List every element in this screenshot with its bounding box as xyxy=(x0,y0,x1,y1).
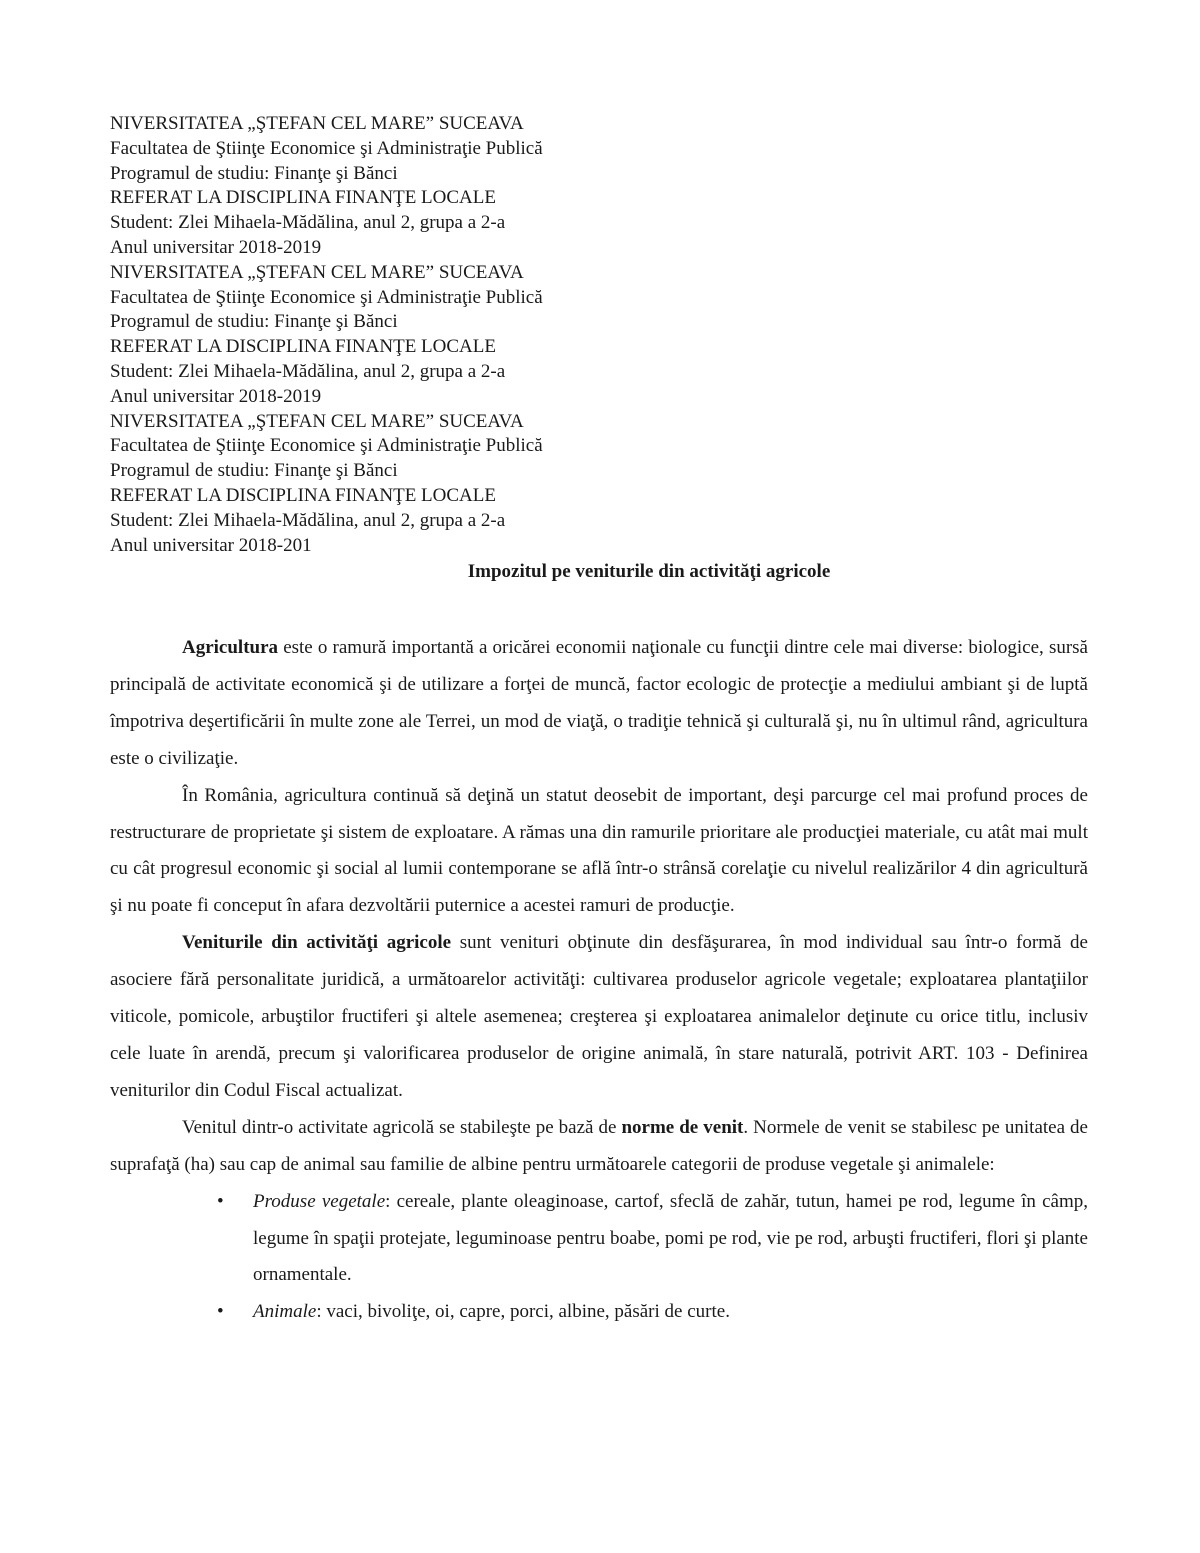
document-title: Impozitul pe veniturile din activităţi agricole xyxy=(467,561,831,582)
document-body xyxy=(110,630,1088,1331)
bullet-icon: • xyxy=(217,1301,224,1323)
list-item-text: : vaci, bivoliţe, oi, capre, porci, albine, păsări de curte. xyxy=(316,1301,730,1323)
header-block xyxy=(110,112,810,558)
header-line-discipline: REFERAT LA DISCIPLINA FINANŢE LOCALE xyxy=(110,187,496,209)
header-line-program: Programul de studiu: Finanţe şi Bănci xyxy=(110,311,398,333)
paragraph-text: În România, agricultura continuă să deţină un statut deosebit de important, deşi parcurge cel mai profund proces de restructurare de proprietate şi sistem de exploatare. A rămas una din ramurile prioritare ale producţiei materiale, cu atât mai mult cu cât progresul economic şi social al lumii contemporane se află într-o strânsă corelaţie cu nivelul realizărilor 4 din agricultură şi nu poate fi conceput în afara dezvoltării puternice a acestei ramuri de producţie. xyxy=(110,784,1088,917)
list-item-animale xyxy=(217,1294,1088,1331)
paragraph-agricultura xyxy=(110,630,1088,778)
header-line-university: NIVERSITATEA „ŞTEFAN CEL MARE” SUCEAVA xyxy=(110,261,524,283)
paragraph-text: . Normele de venit se stabilesc pe unitatea de suprafaţă (ha) sau cap de animal sau familie de albine pentru următoarele categorii de produse vegetale şi animalele: xyxy=(110,1116,1088,1175)
header-line-student: Student: Zlei Mihaela-Mădălina, anul 2, grupa a 2-a xyxy=(110,212,506,234)
header-line-student: Student: Zlei Mihaela-Mădălina, anul 2, grupa a 2-a xyxy=(110,509,506,531)
header-line-discipline: REFERAT LA DISCIPLINA FINANŢE LOCALE xyxy=(110,336,496,358)
header-line-year: Anul universitar 2018-2019 xyxy=(110,385,322,407)
header-line-university: NIVERSITATEA „ŞTEFAN CEL MARE” SUCEAVA xyxy=(110,113,524,134)
header-line-program: Programul de studiu: Finanţe şi Bănci xyxy=(110,162,398,184)
paragraph-text: este o ramură importantă a oricărei economii naţionale cu funcţii dintre cele mai diverse: biologice, sursă principală de activitate economică şi de utilizare a forţei de muncă, factor ecologic de protecţie a mediului ambiant şi de luptă împotriva deşertificării în multe zone ale Terrei, un mod de viaţă, o tradiţie tehnică şi culturală şi, nu în ultimul rând, agricultura este o civilizaţie. xyxy=(110,637,1088,769)
header-line-university: NIVERSITATEA „ŞTEFAN CEL MARE” SUCEAVA xyxy=(110,410,524,432)
header-line-faculty: Facultatea de Ştiinţe Economice şi Administraţie Publică xyxy=(110,137,543,159)
header-line-faculty: Facultatea de Ştiinţe Economice şi Administraţie Publică xyxy=(110,286,543,308)
header-line-student: Student: Zlei Mihaela-Mădălina, anul 2, grupa a 2-a xyxy=(110,360,506,382)
list-item-label: Animale xyxy=(253,1301,317,1323)
list-item-produse-vegetale xyxy=(217,1184,1088,1295)
paragraph-text: sunt venituri obţinute din desfăşurarea, în mod individual sau într-o formă de asociere fără personalitate juridică, a următoarelor activităţi: cultivarea produselor agricole vegetale; exploatarea plantaţiilor viticole, pomicole, arbuştilor fructiferi şi altele asemenea; creşterea şi exploatarea animalelor deţinute cu orice titlu, inclusiv cele luate în arendă, precum şi valorificarea produselor de origine animală, în stare naturală, potrivit ART. 103 - Definirea veniturilor din Codul Fiscal actualizat. xyxy=(110,932,1088,1101)
list-item-label: Produse vegetale xyxy=(253,1190,386,1212)
category-list xyxy=(110,1184,1088,1332)
header-line-discipline: REFERAT LA DISCIPLINA FINANŢE LOCALE xyxy=(110,484,496,506)
header-line-year: Anul universitar 2018-201 xyxy=(110,534,312,556)
paragraph-venituri xyxy=(110,925,1088,1110)
list-item-text: : cereale, plante oleaginoase, cartof, sfeclă de zahăr, tutun, hamei pe rod, legume în câmp, legume în spaţii protejate, leguminoase pentru boabe, pomi pe rod, vie pe rod, arbuşti fructiferi, flori şi plante ornamentale. xyxy=(253,1190,1088,1286)
header-line-faculty: Facultatea de Ştiinţe Economice şi Administraţie Publică xyxy=(110,435,543,457)
paragraph-text: Venitul dintr-o activitate agricolă se stabileşte pe bază de xyxy=(182,1116,622,1138)
paragraph-bold-term: norme de venit xyxy=(621,1116,744,1138)
bullet-icon: • xyxy=(217,1190,224,1212)
paragraph-norme xyxy=(110,1110,1088,1184)
paragraph-bold-term: Agricultura xyxy=(182,637,279,658)
paragraph-romania xyxy=(110,778,1088,926)
paragraph-bold-term: Veniturile din activităţi agricole xyxy=(182,932,452,954)
header-line-year: Anul universitar 2018-2019 xyxy=(110,236,322,258)
header-line-program: Programul de studiu: Finanţe şi Bănci xyxy=(110,460,398,482)
